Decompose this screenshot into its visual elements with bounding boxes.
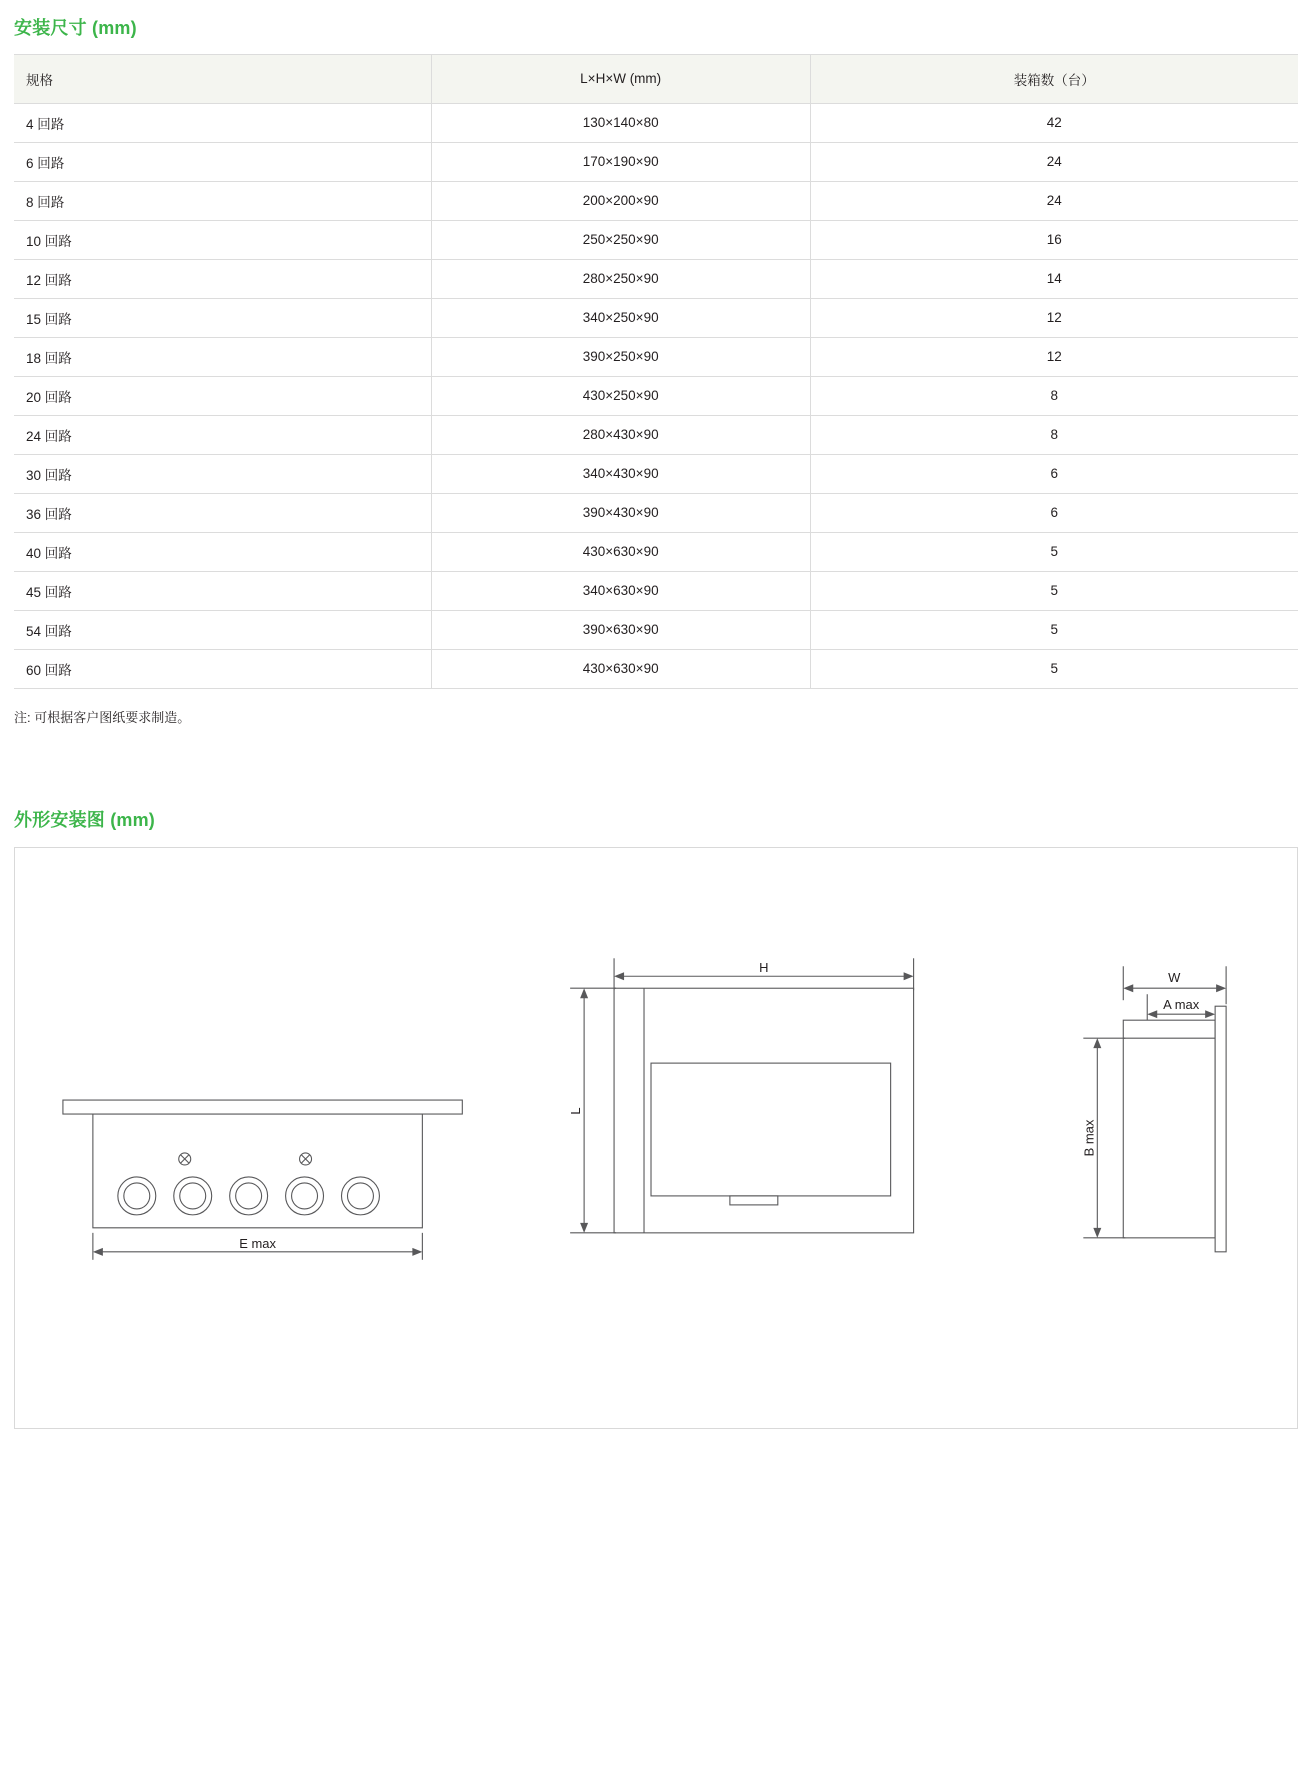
cell-size: 280×430×90 — [431, 415, 810, 454]
cell-spec: 15 回路 — [14, 298, 431, 337]
table-row — [14, 181, 1298, 220]
cell-size: 390×250×90 — [431, 337, 810, 376]
table-row — [14, 259, 1298, 298]
table-row — [14, 532, 1298, 571]
cell-spec: 60 回路 — [14, 649, 431, 688]
cell-quantity: 12 — [810, 337, 1298, 376]
cell-size: 390×430×90 — [431, 493, 810, 532]
cell-size: 130×140×80 — [431, 103, 810, 142]
cell-quantity: 12 — [810, 298, 1298, 337]
cell-size: 170×190×90 — [431, 142, 810, 181]
cell-spec: 6 回路 — [14, 142, 431, 181]
cell-spec: 18 回路 — [14, 337, 431, 376]
cell-quantity: 5 — [810, 649, 1298, 688]
label-b-max: B max — [1081, 1119, 1097, 1157]
cell-size: 340×630×90 — [431, 571, 810, 610]
cell-spec: 24 回路 — [14, 415, 431, 454]
table-row — [14, 103, 1298, 142]
cell-quantity: 8 — [810, 376, 1298, 415]
cell-quantity: 6 — [810, 493, 1298, 532]
cell-quantity: 16 — [810, 220, 1298, 259]
cell-spec: 20 回路 — [14, 376, 431, 415]
cell-quantity: 5 — [810, 571, 1298, 610]
column-header-spec: 规格 — [14, 54, 431, 103]
label-w: W — [1168, 970, 1181, 986]
column-header-size: L×H×W (mm) — [431, 54, 810, 103]
cell-quantity: 14 — [810, 259, 1298, 298]
cell-spec: 4 回路 — [14, 103, 431, 142]
table-header-row — [14, 54, 1298, 103]
cell-size: 250×250×90 — [431, 220, 810, 259]
cell-spec: 30 回路 — [14, 454, 431, 493]
table-row — [14, 493, 1298, 532]
cell-spec: 54 回路 — [14, 610, 431, 649]
cell-spec: 8 回路 — [14, 181, 431, 220]
label-l: L — [568, 1107, 584, 1115]
installation-dimensions-title: 安装尺寸 (mm) — [14, 18, 137, 38]
cell-size: 200×200×90 — [431, 181, 810, 220]
table-row — [14, 376, 1298, 415]
cell-spec: 12 回路 — [14, 259, 431, 298]
cell-size: 430×250×90 — [431, 376, 810, 415]
table-row — [14, 649, 1298, 688]
table-row — [14, 610, 1298, 649]
cell-size: 340×430×90 — [431, 454, 810, 493]
table-header — [14, 54, 1298, 103]
cell-spec: 45 回路 — [14, 571, 431, 610]
table-row — [14, 220, 1298, 259]
front-view — [570, 958, 913, 1233]
installation-dimensions-table — [14, 54, 1298, 689]
table-row — [14, 571, 1298, 610]
table-note: 注: 可根据客户图纸要求制造。 — [14, 709, 191, 725]
cell-spec: 36 回路 — [14, 493, 431, 532]
page — [0, 18, 1312, 1774]
outline-drawing-title: 外形安装图 (mm) — [14, 809, 155, 830]
cell-spec: 40 回路 — [14, 532, 431, 571]
table-row — [14, 454, 1298, 493]
cell-quantity: 24 — [810, 142, 1298, 181]
side-view — [1083, 966, 1226, 1252]
table-row — [14, 298, 1298, 337]
table-row — [14, 337, 1298, 376]
column-header-quantity: 装箱数（台） — [810, 54, 1298, 103]
table-row — [14, 415, 1298, 454]
cell-spec: 10 回路 — [14, 220, 431, 259]
label-e-max: E max — [239, 1236, 277, 1252]
cell-size: 340×250×90 — [431, 298, 810, 337]
cell-quantity: 8 — [810, 415, 1298, 454]
cell-quantity: 42 — [810, 103, 1298, 142]
cell-size: 430×630×90 — [431, 649, 810, 688]
cell-quantity: 24 — [810, 181, 1298, 220]
label-h: H — [759, 960, 769, 976]
outline-drawing-svg — [15, 848, 1297, 1428]
label-a-max: A max — [1163, 997, 1200, 1013]
table-row — [14, 142, 1298, 181]
cell-size: 430×630×90 — [431, 532, 810, 571]
cell-size: 390×630×90 — [431, 610, 810, 649]
spacer — [14, 726, 1298, 732]
cell-quantity: 6 — [810, 454, 1298, 493]
table-body — [14, 103, 1298, 688]
cell-quantity: 5 — [810, 532, 1298, 571]
cell-quantity: 5 — [810, 610, 1298, 649]
outline-drawing-container — [14, 847, 1298, 1429]
cell-size: 280×250×90 — [431, 259, 810, 298]
